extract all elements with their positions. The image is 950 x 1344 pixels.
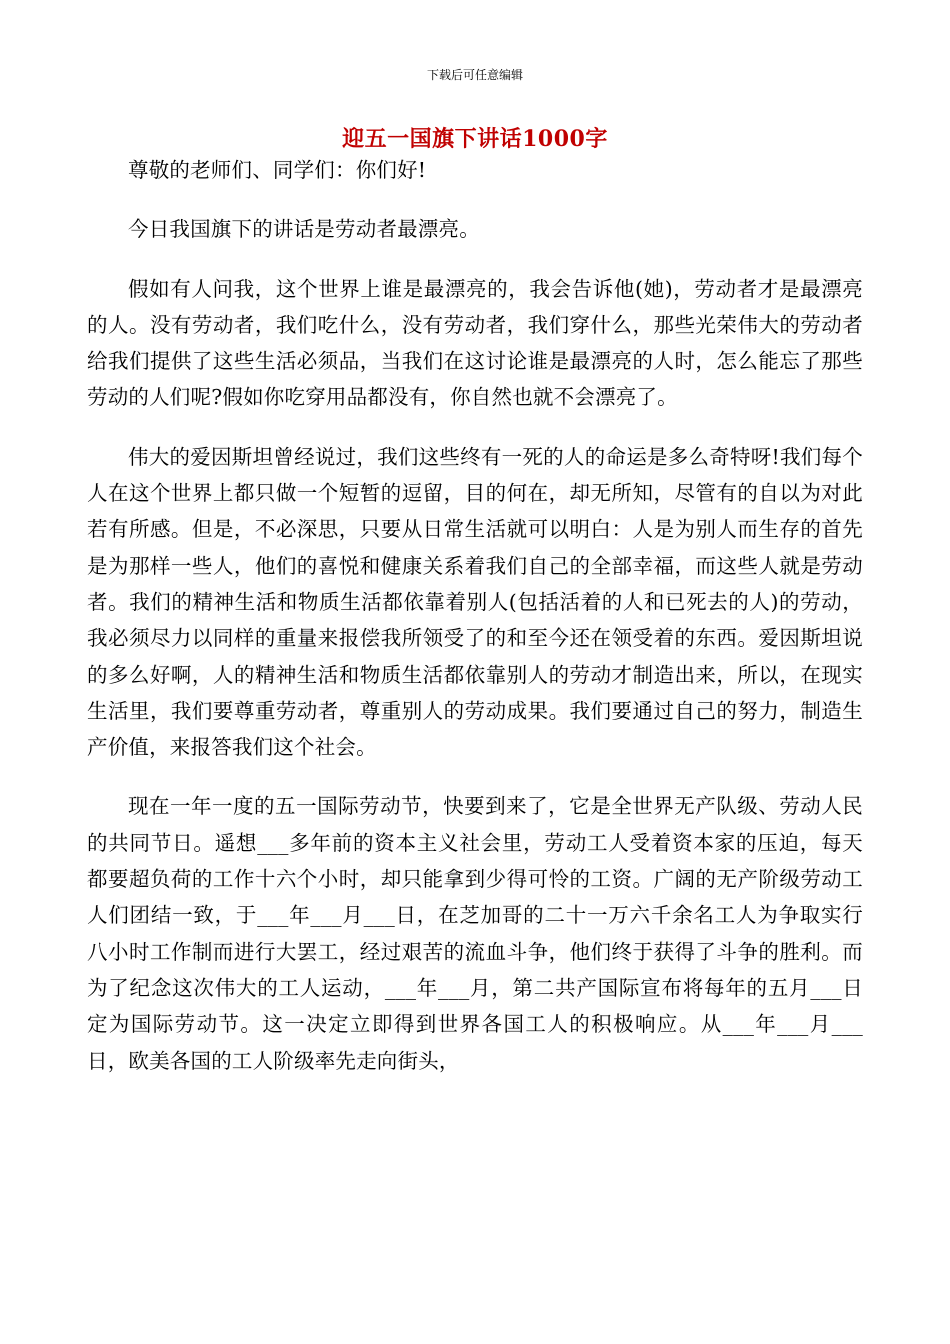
paragraph-topic: 今日我国旗下的讲话是劳动者最漂亮。 bbox=[128, 217, 480, 242]
paragraph-body-1: 假如有人问我，这个世界上谁是最漂亮的，我会告诉他(她)，劳动者才是最漂亮的人。没有劳动者，我们吃什么，没有劳动者，我们穿什么，那些光荣伟大的劳动者给我们提供了这些生活必须品，当我们在这讨论谁是最漂亮的人时，怎么能忘了那些劳动的人们呢?假如你吃穿用品都没有，你自然也就不会漂亮了。 bbox=[87, 276, 863, 410]
paragraph-greeting: 尊敬的老师们、同学们：你们好! bbox=[128, 158, 427, 182]
document-body bbox=[87, 152, 863, 1102]
paragraph-body-3: 现在一年一度的五一国际劳动节，快要到来了，它是全世界无产队级、劳动人民的共同节日。遥想___多年前的资本主义社会里，劳动工人受着资本家的压迫，每天都要超负荷的工作十六个小时，却只能拿到少得可怜的工资。广阔的无产阶级劳动工人们团结一致，于___年___月___日，在芝加哥的二十一万六千余名工人为争取实行八小时工作制而进行大罢工，经过艰苦的流血斗争，他们终于获得了斗争的胜利。而为了纪念这次伟大的工人运动，___年___月，第二共产国际宣布将每年的五月___日定为国际劳动节。这一决定立即得到世界各国工人的积极响应。从___年___月___日，欧美各国的工人阶级率先走向街头， bbox=[87, 794, 863, 1073]
paragraph-body-2: 伟大的爱因斯坦曾经说过，我们这些终有一死的人的命运是多么奇特呀!我们每个人在这个世界上都只做一个短暂的逗留，目的何在，却无所知，尽管有的自以为对此若有所感。但是，不必深思，只要从日常生活就可以明白：人是为别人而生存的首先是为那样一些人，他们的喜悦和健康关系着我们自己的全部幸福，而这些人就是劳动者。我们的精神生活和物质生活都依靠着别人(包括活着的人和已死去的人)的劳动，我必须尽力以同样的重量来报偿我所领受了的和至今还在领受着的东西。爱因斯坦说的多么好啊，人的精神生活和物质生活都依靠别人的劳动才制造出来，所以，在现实生活里，我们要尊重劳动者，尊重别人的劳动成果。我们要通过自己的努力，制造生产价值，来报答我们这个社会。 bbox=[87, 444, 863, 760]
document-title: 迎五一国旗下讲话1000字 bbox=[342, 126, 608, 152]
header-note: 下载后可任意编辑 bbox=[426, 68, 523, 82]
